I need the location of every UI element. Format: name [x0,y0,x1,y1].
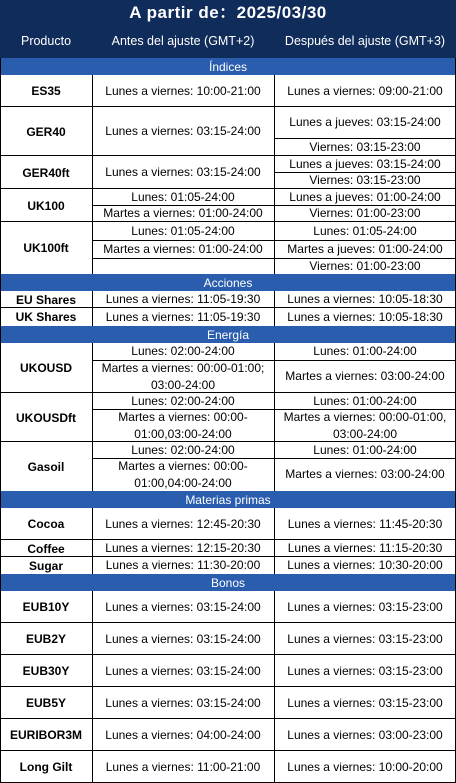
gasoil-before-2-line-1: Martes a viernes: 00:00- [118,458,248,473]
section-bonos: Bonos [0,574,456,591]
uk100-before-1: Lunes: 01:05-24:00 [131,189,235,204]
uk-shares-before: Lunes a viernes: 11:05-19:30 [105,309,261,324]
es35-after: Lunes a viernes: 09:00-21:00 [287,83,443,98]
product-uk100: UK100 [27,198,65,213]
grid-line [274,508,275,574]
product-cocoa: Cocoa [27,517,65,531]
grid-line [0,392,456,393]
long-gilt-after: Lunes a viernes: 10:00-20:00 [287,759,443,774]
grid-line [274,343,275,491]
coffee-before: Lunes a viernes: 12:15-20:30 [105,541,261,555]
grid-line [92,258,274,259]
product-euribor3m: EURIBOR3M [9,728,82,742]
grid-line [0,307,456,308]
euribor3m-before: Lunes a viernes: 04:00-24:00 [105,727,261,742]
ger40-before: Lunes a viernes: 03:15-24:00 [105,124,261,138]
section-acciones: Acciones [0,274,456,291]
gasoil-before-1: Lunes: 02:00-24:00 [131,442,235,457]
table-title: A partir de：2025/03/30 [0,0,456,24]
product-ger40ft: GER40ft [22,165,70,180]
gasoil-before-2 [92,458,274,491]
ukousdft-after-1: Lunes: 01:00-24:00 [313,393,417,408]
eu-shares-before: Lunes a viernes: 11:05-19:30 [105,292,261,306]
eub30y-before: Lunes a viernes: 03:15-24:00 [105,663,261,678]
product-long-gilt: Long Gilt [19,760,73,774]
section-energia: Energía [0,326,456,343]
uk100-before-2: Martes a viernes: 01:00-24:00 [103,206,263,220]
header-product: Producto [0,24,92,58]
grid-line [92,291,93,326]
product-ukousd: UKOUSD [19,361,72,375]
grid-line [0,188,456,189]
product-uk-shares: UK Shares [15,310,77,324]
grid-line [274,172,456,173]
grid-line [274,258,456,259]
uk100-after-1: Lunes a jueves: 01:00-24:00 [289,189,441,204]
ukousd-before-2-line-2: 03:00-24:00 [150,377,216,392]
product-coffee: Coffee [27,541,65,556]
eub5y-before: Lunes a viernes: 03:15-24:00 [105,695,261,710]
grid-line [274,75,275,274]
cocoa-after: Lunes a viernes: 11:45-20:30 [287,516,443,531]
grid-line [0,441,456,442]
section-indices: Índices [0,58,456,75]
section-materias-primas: Materias primas [0,491,456,508]
ukousdft-after-2-line-1: Martes a viernes: 00:00-01:00, [283,409,447,424]
uk-shares-after: Lunes a viernes: 10:05-18:30 [287,309,443,324]
grid-line [0,750,456,751]
ukousdft-before-2-line-2: 01:00,03:00-24:00 [134,426,232,441]
sugar-before: Lunes a viernes: 11:30-20:00 [105,558,261,572]
cocoa-before: Lunes a viernes: 12:45-20:30 [105,516,261,531]
product-eub5y: EUB5Y [25,696,66,710]
grid-line [0,58,1,783]
gasoil-after-1: Lunes: 01:00-24:00 [313,442,417,457]
uk100ft-after-1: Lunes: 01:05-24:00 [313,223,417,238]
product-es35: ES35 [31,84,61,98]
grid-line [92,205,456,206]
header-after: Después del ajuste (GMT+3) [274,24,456,58]
uk100-after-2: Viernes: 01:00-23:00 [309,206,421,220]
product-eu-shares: EU Shares [15,292,77,307]
product-eub10y: EUB10Y [22,600,70,614]
coffee-after: Lunes a viernes: 11:15-20:30 [287,541,443,555]
header-before: Antes del ajuste (GMT+2) [92,24,274,58]
grid-line [0,556,456,557]
grid-line [92,409,456,410]
uk100ft-before-2: Martes a viernes: 01:00-24:00 [103,241,263,256]
ukousdft-after-2 [274,409,456,442]
gasoil-after-2: Martes a viernes: 03:00-24:00 [285,467,445,481]
eu-shares-after: Lunes a viernes: 10:05-18:30 [287,292,443,306]
eub2y-before: Lunes a viernes: 03:15-24:00 [105,631,261,646]
grid-line [274,591,275,783]
grid-line [0,718,456,719]
grid-line [92,240,456,241]
ger40ft-after-2: Viernes: 03:15-23:00 [309,173,421,187]
grid-line [274,138,456,139]
ukousd-after-1: Lunes: 01:00-24:00 [313,344,417,358]
grid-line [0,155,456,156]
ger40-after-2: Viernes: 03:15-23:00 [309,139,421,154]
grid-line [0,686,456,687]
grid-line [92,591,93,783]
grid-line [0,221,456,222]
grid-line [92,360,456,361]
sugar-after: Lunes a viernes: 10:30-20:00 [287,558,443,572]
product-uk100ft: UK100ft [23,241,69,255]
euribor3m-after: Lunes a viernes: 03:00-23:00 [287,727,443,742]
es35-before: Lunes a viernes: 10:00-21:00 [105,83,261,98]
product-ger40: GER40 [26,124,66,139]
product-eub2y: EUB2Y [25,632,66,646]
eub10y-after: Lunes a viernes: 03:15-23:00 [287,599,443,614]
ger40-after-1: Lunes a jueves: 03:15-24:00 [289,115,441,129]
ukousdft-before-2-line-1: Martes a viernes: 00:00- [118,409,248,424]
product-sugar: Sugar [28,558,63,573]
product-gasoil: Gasoil [27,459,65,474]
uk100ft-before-1: Lunes: 01:05-24:00 [131,223,235,238]
grid-line [0,106,456,107]
grid-line [0,622,456,623]
eub2y-after: Lunes a viernes: 03:15-23:00 [287,631,443,646]
gasoil-before-2-line-2: 01:00,04:00-24:00 [134,475,232,490]
grid-line [92,458,456,459]
ukousd-before-2 [92,360,274,393]
ukousd-before-2-line-1: Martes a viernes: 00:00-01:00; [101,360,265,375]
grid-line [92,75,93,274]
uk100ft-after-2: Martes a jueves: 01:00-24:00 [287,241,443,256]
grid-line [0,539,456,540]
grid-line [92,508,93,574]
eub30y-after: Lunes a viernes: 03:15-23:00 [287,663,443,678]
grid-line [0,654,456,655]
ukousdft-before-1: Lunes: 02:00-24:00 [131,393,235,408]
eub10y-before: Lunes a viernes: 03:15-24:00 [105,599,261,614]
grid-line [274,291,275,326]
product-ukousdft: UKOUSDft [16,410,76,425]
long-gilt-before: Lunes a viernes: 11:00-21:00 [105,759,261,774]
product-eub30y: EUB30Y [22,664,70,678]
ukousdft-after-2-line-2: 03:00-24:00 [332,426,398,441]
uk100ft-after-3: Viernes: 01:00-23:00 [309,258,421,273]
ger40ft-after-1: Lunes a jueves: 03:15-24:00 [289,156,441,171]
ukousd-after-2: Martes a viernes: 03:00-24:00 [285,369,445,383]
eub5y-after: Lunes a viernes: 03:15-23:00 [287,695,443,710]
ukousdft-before-2 [92,409,274,442]
ger40ft-before: Lunes a viernes: 03:15-24:00 [105,165,261,179]
grid-line [92,343,93,491]
ukousd-before-1: Lunes: 02:00-24:00 [131,344,235,358]
